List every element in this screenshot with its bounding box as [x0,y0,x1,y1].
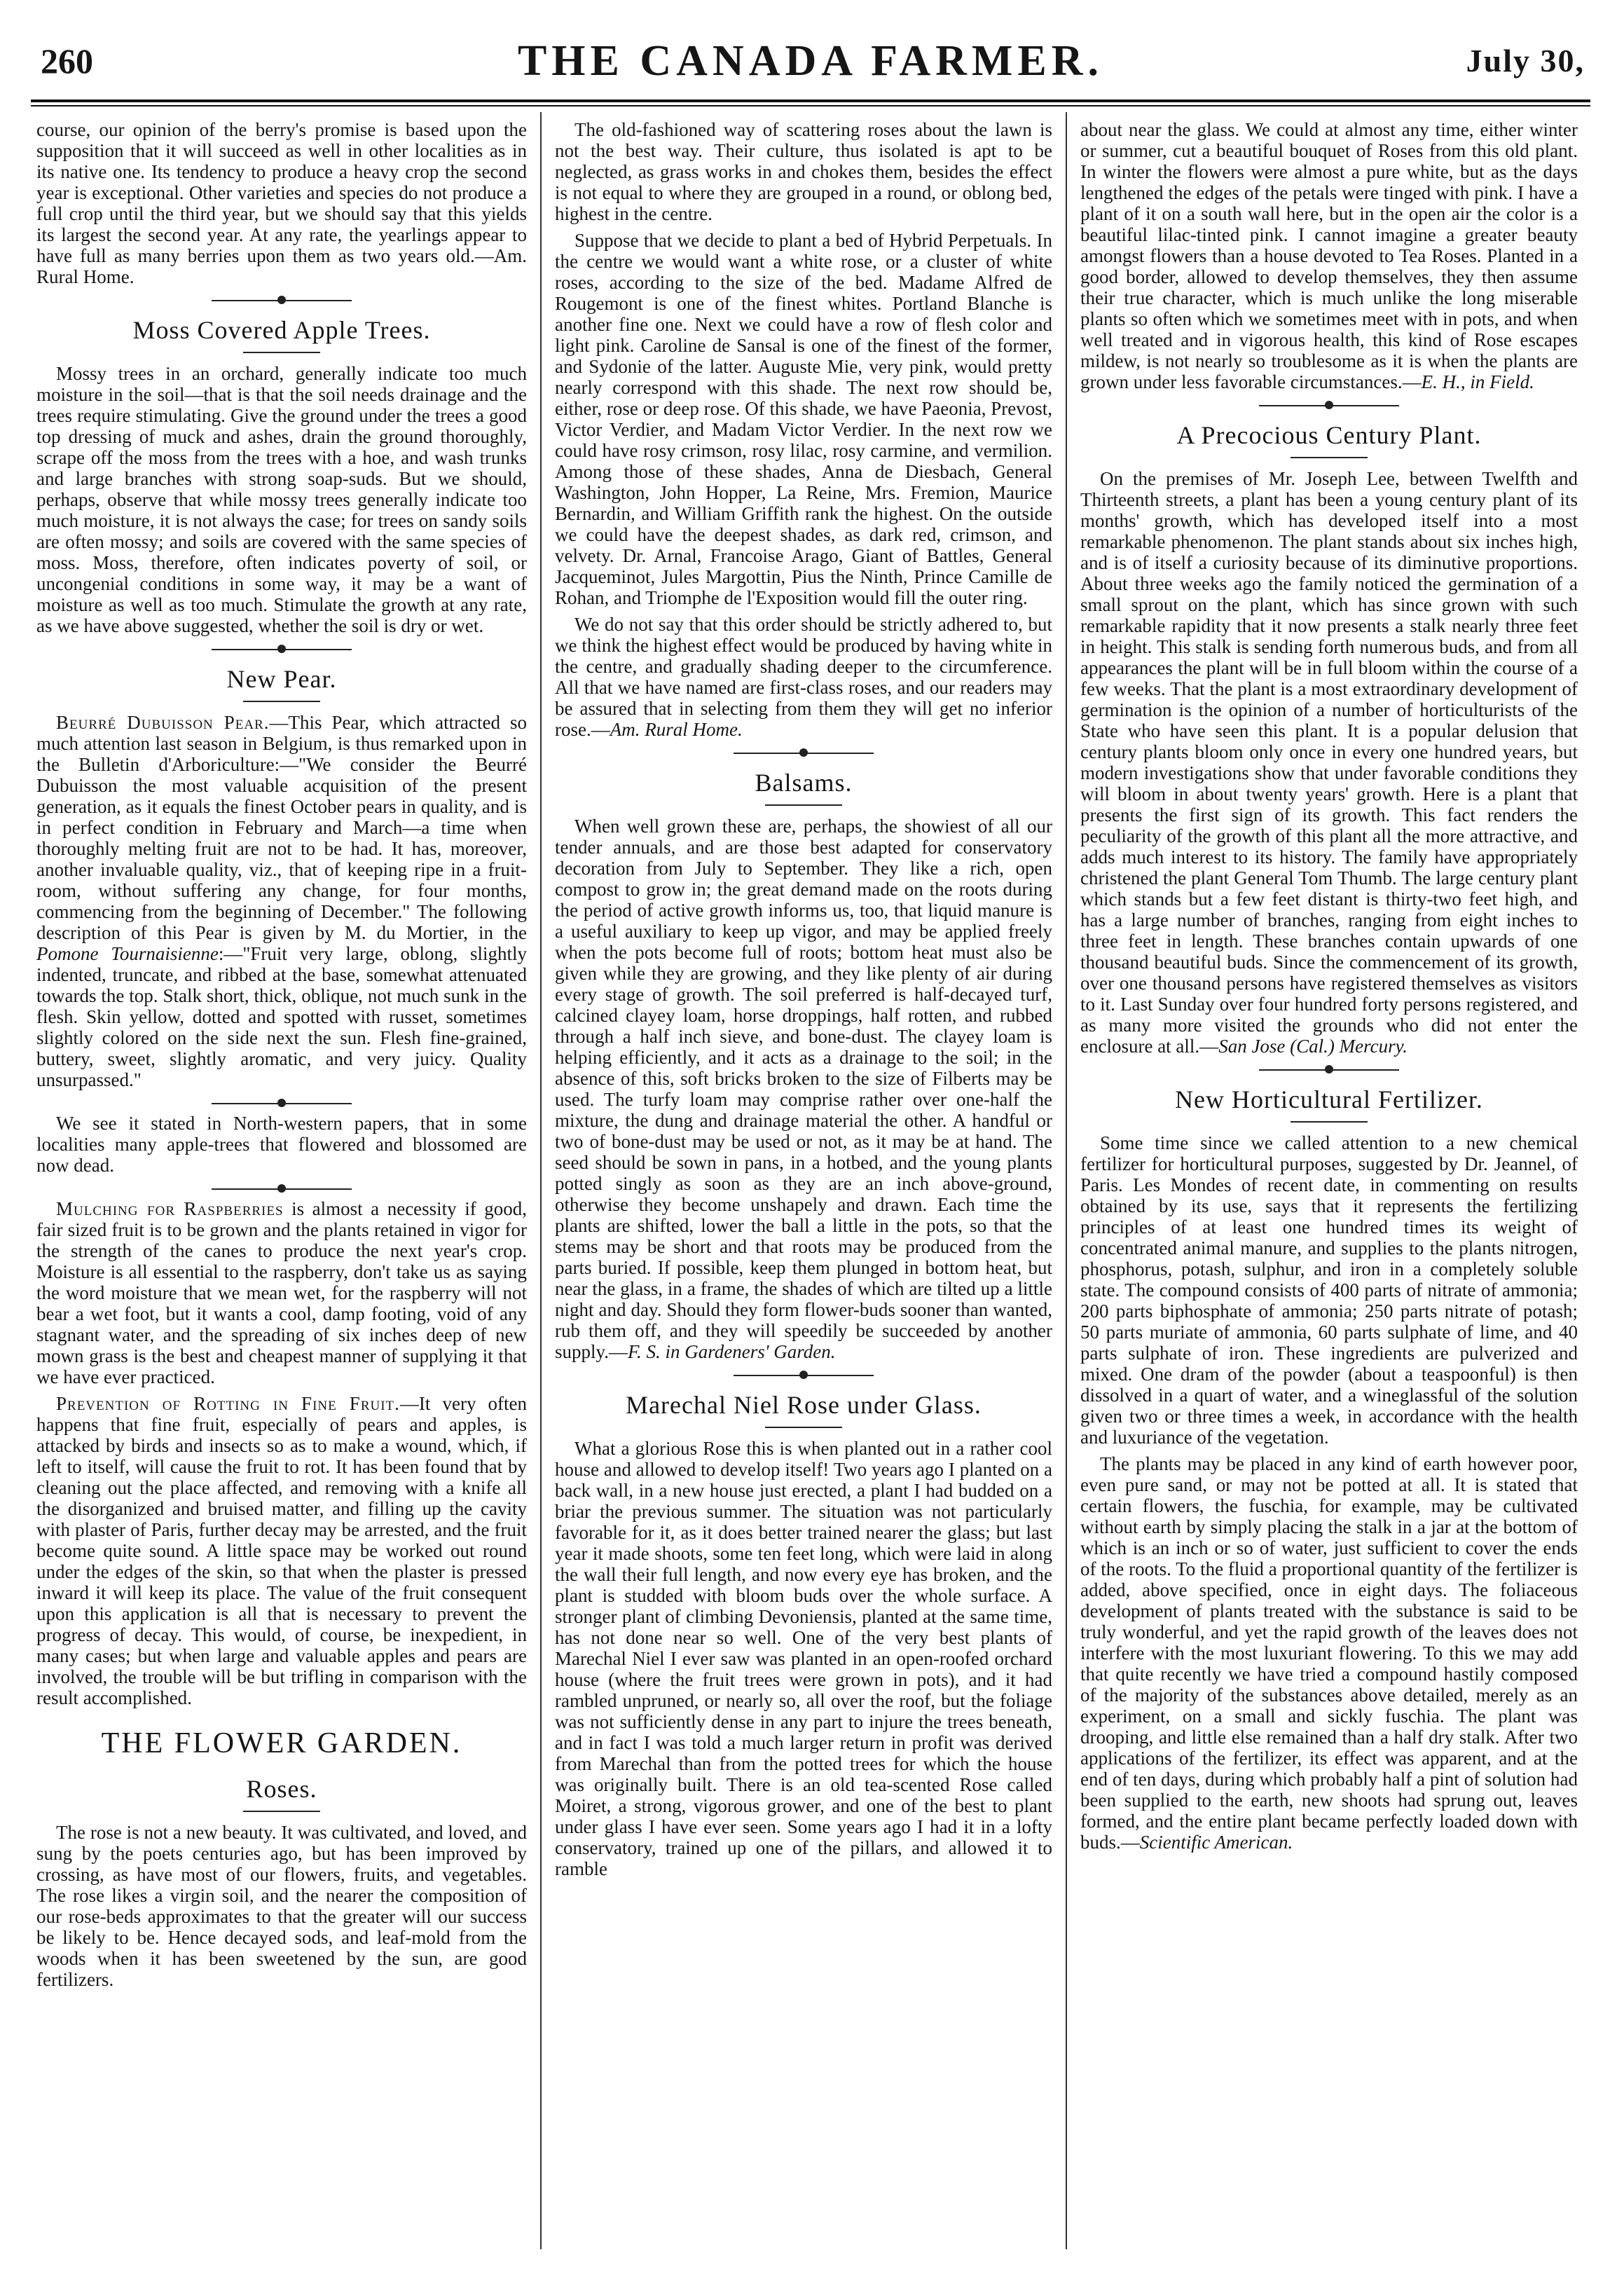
article-signature: San Jose (Cal.) Mercury. [1218,1036,1408,1057]
paper-title: THE CANADA FARMER. [517,37,1104,85]
masthead-rule-thin [31,105,1590,107]
title-rule [243,1811,320,1812]
title-rule [765,1427,842,1428]
title-rule [243,352,320,353]
paragraph-lead: Beurré Dubuisson Pear. [56,712,270,733]
article-paragraph: Suppose that we decide to plant a bed of Hybrid Perpetuals. In the centre we would want a white rose, or a cluster of white roses, according to the size of the bed. Madame Alfred de Rougemont is one of the finest whites. Portland Blanche is another fine one. Next we could have a row of flesh color and light pink. Caroline de Sansal is one of the finest of the former, and Sydonie of the latter. Auguste Mie, very pink, would pretty nearly correspond with this shade. The next row should be, either, rose or deep rose. Of this shade, we have Paeonia, Prevost, Victor Verdier, and Madam Victor Verdier. In the next row we could have rosy crimson, rosy lilac, rosy carmine, and vermilion. Among those of these shades, Anna de Diesbach, General Washington, John Hopper, La Reine, Mrs. Fremion, Maurice Bernardin, and William Griffith rank the highest. On the outside we could have the deepest shades, as dark red, crimson, and velvety. Dr. Arnal, Francoise Arago, Giant of Battles, General Jacqueminot, Jules Margottin, Pius the Ninth, Prince Camille de Rohan, and Triomphe de l'Exposition would fill the outer ring. [555,230,1052,608]
section-divider [1259,1069,1399,1071]
article-signature: F. S. in Gardeners' Garden. [628,1341,836,1362]
article-paragraph: Some time since we called attention to a new chemical fertilizer for horticultural purposes, suggested by Dr. Jeannel, of Paris. Les Mondes of recent date, in commenting on results obtained by its use, says that it represents the fertilizing principles of at least one hundred times its weight of concentrated animal manure, and supplies to the plants nitrogen, phosphorus, potash, sulphur, and iron in a completely soluble state. The compound consists of 400 parts of nitrate of ammonia; 200 parts biphosphate of ammonia; 250 parts nitrate of potash; 50 parts muriate of ammonia, 60 parts sulphate of lime, and 40 parts sulphate of iron. These ingredients are pulverized and mixed. One dram of the powder (about a teaspoonful) is then dissolved in a quart of water, and a wineglassful of the solution given two or three times a week, in accordance with the health and luxuriance of the vegetation. [1080,1132,1578,1448]
source-title: Pomone Tournaisienne [36,943,219,964]
page-number: 260 [41,41,93,81]
section-title-flower-garden: THE FLOWER GARDEN. [101,1727,462,1759]
section-divider [212,649,352,650]
article-paragraph: Mossy trees in an orchard, generally indicate too much moisture in the soil—that is that the soil needs drainage and the trees require stimulating. Give the ground under the trees a good top dressing of muck and ashes, drain the ground thoroughly, scrape off the moss from the trees with a hoe, and wash trunks and large branches with strong soap-suds. But we should, perhaps, observe that while mossy trees generally indicate too much moisture, it is not always the case; for trees on sandy soils are often mossy; and soils are covered with the same species of moss. Moss, therefore, often indicates poverty of soil, or uncongenial conditions in some way, it may be a want of moisture as well as too much. Stimulate the growth at any rate, as we have above suggested, whether the soil is dry or wet. [36,363,527,636]
article-paragraph: The plants may be placed in any kind of earth however poor, even pure sand, or may not be potted at all. It is stated that certain flowers, the fuschia, for example, may be cultivated without earth by simply placing the stalk in a jar at the bottom of which is an inch or so of water, just sufficient to cover the ends of the roots. To the fluid a proportional quantity of the fertilizer is added, above specified, once in eight days. The foliaceous development of plants treated with the substance is said to be truly wonderful, and yet the rapid growth of the leaves does not interfere with the most luxuriant flowering. To this we may add that quite recently we have tried a compound hastily composed of the majority of the substances above detailed, merely as an experiment, on a small and sickly fuschia. The plant was drooping, and little else remained than a half dry stalk. After two applications of the fertilizer, its effect was apparent, and at the end of ten days, during which probably half a pint of solution had been supplied to the earth, new shoots had sprung out, leaves formed, and the entire plant became perfectly loaded down with buds.—Scientific American. [1080,1453,1578,1853]
article-paragraph: about near the glass. We could at almost any time, either winter or summer, cut a beautiful bouquet of Roses from this old plant. In winter the flowers were almost a pure white, but as the days lengthened the edges of the petals were tinged with pink. I have a plant of it on a south wall here, but in the open air the color is a beautiful lilac-tinted pink. I cannot imagine a greater beauty amongst flowers than a house devoted to Tea Roses. Planted in a good border, allowed to develop themselves, they then assume their true character, which is much unlike the long miserable plants so often which we sometimes meet with in pots, and when well treated and in vigorous health, this kind of Rose escapes mildew, is not nearly so troublesome as it is when the plants are grown under less favorable circumstances.—E. H., in Field. [1080,119,1578,392]
section-divider [212,1103,352,1104]
title-rule [1291,457,1368,458]
section-divider [212,300,352,301]
masthead [31,34,1590,90]
section-divider [1259,405,1399,406]
article-paragraph: What a glorious Rose this is when planted out in a rather cool house and allowed to develop itself! Two years ago I planted on a back wall, in a new house just erected, a plant I had budded on a briar the previous summer. The situation was not particularly favorable for it, as it does better trained nearer the glass; but last year it made shoots, some ten feet long, which were laid in along the wall their full length, and now every eye has broken, and the plant is studded with bloom buds over the whole surface. A stronger plant of climbing Devoniensis, planted at the same time, has not done near so well. One of the very best plants of Marechal Niel I ever saw was planted in an open-roofed orchard house (where the fruit trees were grown in pots), and it had rambled unpruned, or nearly so, all over the roof, but the foliage was not sufficiently dense in any part to injure the trees beneath, and in fact I was told a much larger return in profit was derived from Marechal than from the potted trees for which the house was originally built. There is an old tea-scented Rose called Moiret, a strong, vigorous grower, and one of the best to plant under glass I have ever seen. Some years ago I had it in a lofty conservatory, trained up one of the pillars, and allowed it to ramble [555,1438,1052,1879]
masthead-rule [31,100,1590,102]
article-paragraph: When well grown these are, perhaps, the showiest of all our tender annuals, and are those best adapted for conservatory decoration from July to September. They like a rich, open compost to grow in; the great demand made on the roots during the period of active growth informs us, too, that liquid manure is a useful auxiliary to keep up vigor, and may be applied freely when the pots become full of roots; bottom heat must also be given while they are growing, and they like plenty of air during every stage of growth. The soil preferred is half-decayed turf, calcined clayey loam, horse droppings, half rotten, and rubbed through a half inch sieve, and bone-dust. The clayey loam is helping efficiently, and it acts as a drainage to the soil; in the absence of this, soft bricks broken to the size of Filberts may be used. The turfy loam may comprise rather over one-half the mixture, the dung and drainage material the other. A handful or two of bone-dust may be used or not, as it may be at hand. The seed should be sown in pans, in a hotbed, and the young plants potted singly as soon as they are an inch above-ground, otherwise they become unshapely and drawn. Each time the plants are shifted, lower the ball a little in the pots, so that the stems may be short and that roots may be produced from the parts buried. If possible, keep them plunged in bottom heat, but near the glass, in a frame, the shades of which are tilted up a little night and day. Should they form flower-buds sooner than wanted, rub them off, and they will speedily be succeeded by another supply.—F. S. in Gardeners' Garden. [555,816,1052,1362]
title-rule [765,804,842,806]
article-paragraph: The rose is not a new beauty. It was cultivated, and loved, and sung by the poets centuries ago, but has been improved by crossing, as have most of our flowers, fruits, and vegetables. The rose likes a virgin soil, and the nearer the composition of our rose-beds approximates to that the greater will our success be likely to be. Hence decayed sods, and leaf-mold from the woods when it has been sweetened by the sun, are good fertilizers. [36,1822,527,1990]
article-title-fertilizer: New Horticultural Fertilizer. [1175,1085,1483,1113]
paragraph-lead: Mulching for Raspberries [56,1198,284,1219]
section-divider [734,1375,874,1376]
article-signature: E. H., in Field. [1421,371,1534,392]
article-title-moss: Moss Covered Apple Trees. [132,316,431,344]
article-paragraph: On the premises of Mr. Joseph Lee, between Twelfth and Thirteenth streets, a plant has been a young century plant of its months' growth, which has developed itself into a most remarkable phenomenon. The plant stands about six inches high, and is of itself a curiosity because of its diminutive proportions. About three weeks ago the family noticed the germination of a small sprout on the plant, which has since grown with such remarkable rapidity that it now presents a stalk nearly three feet in height. This stalk is sending forth numerous buds, and from all appearances the plant will be in full bloom within the course of a few weeks. That the plant is a most extraordinary development of germination is the opinion of a number of horticulturists of the State who have seen this plant. It is a popular delusion that century plants bloom only once in every one hundred years, but modern investigations show that under favorable conditions they will bloom in about twenty years' growth. Here is a plant that presents the first sign of its growth. This fact renders the peculiarity of the growth of this plant all the more attractive, and adds much interest to its history. The family have appropriately christened the plant General Tom Thumb. The large century plant which stands but a few feet distant is thirty-two feet high, and has a large number of branches, ranging from eight inches to three feet in length. These branches contain upwards of one thousand beautiful buds. Since the commencement of its growth, over one thousand persons have registered themselves as visitors to it. Last Sunday over four hundred forty persons registered, and as many more visited the grounds who did not enter the enclosure at all.—San Jose (Cal.) Mercury. [1080,468,1578,1057]
article-paragraph: The old-fashioned way of scattering roses about the lawn is not the best way. Their culture, thus isolated is apt to be neglected, as grass works in and chokes them, besides the effect is not equal to where they are grouped in a round, or oblong bed, highest in the centre. [555,119,1052,224]
article-paragraph: Prevention of Rotting in Fine Fruit.—It very often happens that fine fruit, especially of pears and apples, is attacked by birds and insects so as to make a wound, which, if left to itself, will cause the fruit to rot. It has been found that by cleaning out the place affected, and removing with a knife all the disorganized and bruised matter, and filling up the cavity with plaster of Paris, further decay may be arrested, and the fruit become quite sound. A little space may be worked out round under the edges of the skin, so that when the plaster is pressed inward it will keep its place. The value of the fruit consequent upon this application is all that is necessary to prevent the progress of decay. This would, of course, be inexpedient, in many cases; but when large and valuable apples and pears are involved, the trouble will be but trifling in comparison with the result accomplished. [36,1393,527,1708]
section-divider [734,753,874,754]
column-2 [555,119,1052,2249]
article-paragraph: Beurré Dubuisson Pear.—This Pear, which attracted so much attention last season in Belgium, is thus remarked upon in the Bulletin d'Arboriculture:—"We consider the Beurré Dubuisson the most valuable acquisition of the present generation, as it equals the finest October pears in quality, and is in perfect condition in February and March—a time when thoroughly melting fruit are not to be had. It has, moreover, another invaluable quality, viz., that of keeping ripe in a fruit-room, without suffering any change, for four months, commencing from the beginning of December." The following description of this Pear is given by M. du Mortier, in the Pomone Tournaisienne:—"Fruit very large, oblong, slightly indented, truncate, and ribbed at the base, somewhat attenuated towards the top. Stalk short, thick, oblique, not much sunk in the flesh. Skin yellow, dotted and spotted with russet, sometimes slightly colored on the side next the sun. Flesh fine-grained, buttery, sweet, slightly aromatic, and very juicy. Quality unsurpassed." [36,712,527,1090]
article-title-roses: Roses. [246,1775,317,1803]
issue-date: July 30, [1466,43,1585,78]
article-continuation: course, our opinion of the berry's promise is based upon the supposition that it will succeed as well in other localities as in its native one. Its tendency to produce a heavy crop the second year is exceptional. Other varieties and species do not produce a full crop until the third year, but we should say that this yields its largest the second year. At any rate, the yearlings appear to have full as many berries upon them as two years old.—Am. Rural Home. [36,119,527,287]
title-rule [1291,1121,1368,1123]
article-title-pear: New Pear. [226,665,337,693]
column-divider [540,112,542,2249]
article-title-balsams: Balsams. [755,769,853,797]
article-paragraph: We do not say that this order should be strictly adhered to, but we think the highest effect would be produced by having white in the centre, and gradually shading deeper to the circumference. All that we have named are first-class roses, and our readers may be assured that in selecting from them they will get no inferior rose.—Am. Rural Home. [555,614,1052,740]
column-1 [36,119,527,2249]
article-title-marechal-niel: Marechal Niel Rose under Glass. [626,1391,982,1419]
article-signature: Am. Rural Home. [610,719,743,740]
column-divider [1066,112,1067,2249]
title-rule [243,701,320,702]
article-paragraph: We see it stated in North-western papers, that in some localities many apple-trees that flowered and blossomed are now dead. [36,1113,527,1176]
article-paragraph: Mulching for Raspberries is almost a necessity if good, fair sized fruit is to be grown and the plants retained in vigor for the strength of the canes to produce the next year's crop. Moisture is all essential to the raspberry, don't take us as saying the word moisture that we mean wet, for the raspberry will not bear a wet foot, but it wants a cool, damp footing, void of any stagnant water, and the spreading of six inches deep of new mown grass is the best and cheapest manner of supplying it that we have ever practiced. [36,1198,527,1387]
article-title-century-plant: A Precocious Century Plant. [1176,421,1482,449]
paragraph-lead: Prevention of Rotting in Fine Fruit. [56,1393,400,1414]
section-divider [212,1188,352,1190]
article-signature: Scientific American. [1139,1832,1293,1853]
column-3 [1080,119,1578,2249]
